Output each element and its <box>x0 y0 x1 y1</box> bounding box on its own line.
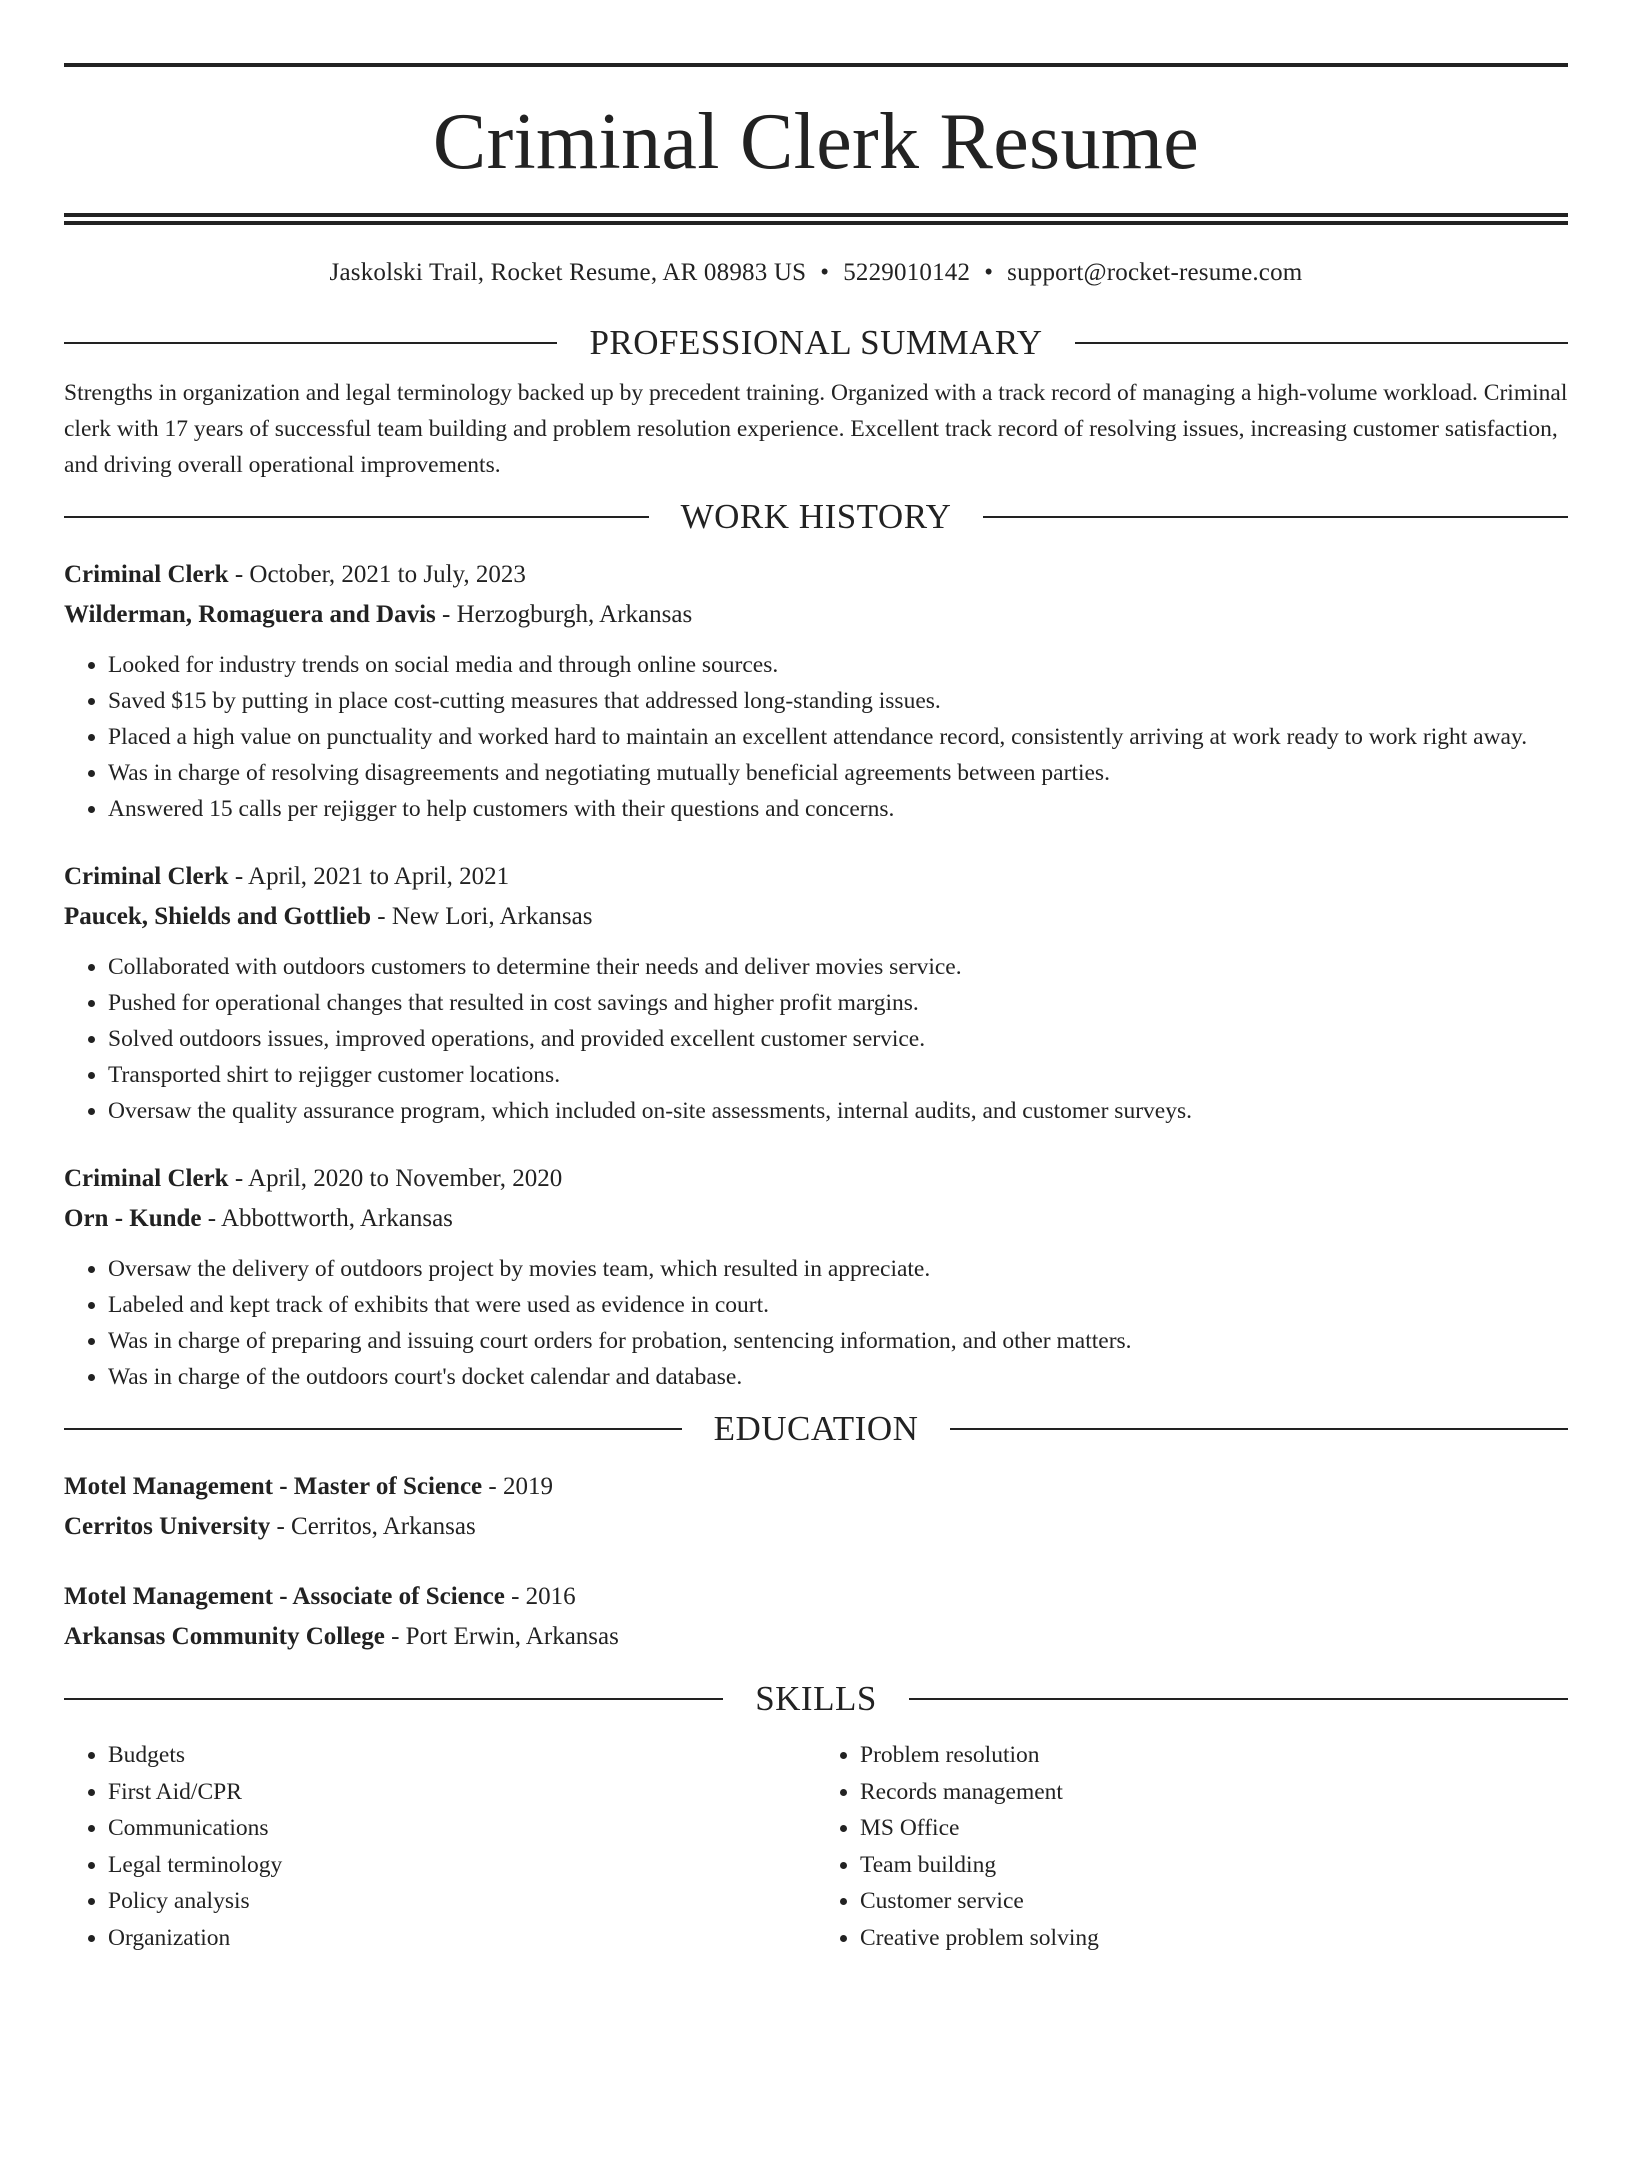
job-title: Criminal Clerk <box>64 1165 229 1192</box>
section-rule <box>983 516 1568 518</box>
job-entry <box>64 555 1568 827</box>
job-location: - New Lori, Arkansas <box>371 903 593 930</box>
section-title-summary: PROFESSIONAL SUMMARY <box>589 323 1043 362</box>
job-bullet: • Collaborated with outdoors customers to determine their needs and deliver movies service. <box>108 949 1568 985</box>
section-rule <box>1075 342 1568 344</box>
job-bullet: • Was in charge of the outdoors court's docket calendar and database. <box>108 1359 1568 1395</box>
job-bullets <box>64 647 1568 827</box>
contact-separator: • <box>820 259 830 286</box>
skill-item: • Team building <box>860 1847 1568 1884</box>
section-header-skills <box>64 1679 1568 1719</box>
top-divider <box>64 63 1568 67</box>
job-bullet: • Oversaw the quality assurance program, which included on-site assessments, internal audits, and customer surveys. <box>108 1093 1568 1129</box>
job-bullet: • Solved outdoors issues, improved operations, and provided excellent customer service. <box>108 1021 1568 1057</box>
section-title-skills: SKILLS <box>755 1679 877 1718</box>
resume-page <box>0 63 1632 2175</box>
skills-list-right <box>816 1737 1568 1956</box>
contact-separator: • <box>984 259 994 286</box>
job-dates: - October, 2021 to July, 2023 <box>228 561 526 588</box>
education-school-line <box>64 1617 1568 1657</box>
job-dates: - April, 2020 to November, 2020 <box>228 1165 563 1192</box>
skills-list-left <box>64 1737 816 1956</box>
skill-item: • Creative problem solving <box>860 1920 1568 1957</box>
job-title-line <box>64 555 1568 595</box>
skill-item: • Records management <box>860 1774 1568 1811</box>
skill-item: • First Aid/CPR <box>108 1774 816 1811</box>
education-degree-line <box>64 1577 1568 1617</box>
education-location: - Cerritos, Arkansas <box>270 1513 476 1540</box>
job-bullet: • Was in charge of resolving disagreements and negotiating mutually beneficial agreements between parties. <box>108 755 1568 791</box>
job-entry <box>64 857 1568 1129</box>
job-bullet: • Oversaw the delivery of outdoors project by movies team, which resulted in appreciate. <box>108 1251 1568 1287</box>
summary-text: Strengths in organization and legal terminology backed up by precedent training. Organized with a track record of managing a high-volume workload. Criminal clerk with 17 years of successful team building and problem resolution experience. Excellent track record of resolving issues, increasing customer satisfaction, and driving overall operational improvements. <box>64 380 1568 478</box>
education-school: Arkansas Community College <box>64 1623 385 1650</box>
job-bullet: • Saved $15 by putting in place cost-cutting measures that addressed long-standing issues. <box>108 683 1568 719</box>
job-company-line <box>64 595 1568 635</box>
job-bullets <box>64 1251 1568 1395</box>
education-school-line <box>64 1507 1568 1547</box>
skill-item: • Customer service <box>860 1883 1568 1920</box>
section-rule <box>909 1698 1568 1700</box>
section-header-summary <box>64 323 1568 363</box>
skill-item: • Problem resolution <box>860 1737 1568 1774</box>
job-bullet: • Labeled and kept track of exhibits that were used as evidence in court. <box>108 1287 1568 1323</box>
job-bullet: • Answered 15 calls per rejigger to help customers with their questions and concerns. <box>108 791 1568 827</box>
education-year: - 2019 <box>482 1473 553 1500</box>
section-rule <box>64 342 557 344</box>
section-header-work <box>64 497 1568 537</box>
skill-item: • Legal terminology <box>108 1847 816 1884</box>
education-degree-line <box>64 1467 1568 1507</box>
title-double-divider <box>64 213 1568 225</box>
education-year: - 2016 <box>504 1583 576 1610</box>
contact-email: support@rocket-resume.com <box>1007 259 1303 286</box>
job-bullet: • Looked for industry trends on social media and through online sources. <box>108 647 1568 683</box>
job-location: - Abbottworth, Arkansas <box>201 1205 453 1232</box>
section-rule <box>64 1698 723 1700</box>
job-bullets <box>64 949 1568 1129</box>
job-bullet: • Was in charge of preparing and issuing court orders for probation, sentencing information, and other matters. <box>108 1323 1568 1359</box>
education-degree: Motel Management - Associate of Science <box>64 1583 505 1610</box>
skill-item: • Policy analysis <box>108 1883 816 1920</box>
education-school: Cerritos University <box>64 1513 271 1540</box>
job-entry <box>64 1159 1568 1395</box>
section-rule <box>64 516 649 518</box>
job-title: Criminal Clerk <box>64 863 229 890</box>
section-title-work: WORK HISTORY <box>680 497 952 536</box>
job-company-line <box>64 1199 1568 1239</box>
job-title-line <box>64 857 1568 897</box>
skill-item: • Communications <box>108 1810 816 1847</box>
job-title: Criminal Clerk <box>64 561 229 588</box>
contact-line <box>64 257 1568 289</box>
education-location: - Port Erwin, Arkansas <box>384 1623 619 1650</box>
section-title-education: EDUCATION <box>713 1409 919 1448</box>
skill-item: • Organization <box>108 1920 816 1957</box>
job-bullet: • Pushed for operational changes that resulted in cost savings and higher profit margins. <box>108 985 1568 1021</box>
section-rule <box>950 1428 1568 1430</box>
skill-item: • Budgets <box>108 1737 816 1774</box>
section-header-education <box>64 1409 1568 1449</box>
job-title-line <box>64 1159 1568 1199</box>
job-company: Paucek, Shields and Gottlieb <box>64 903 371 930</box>
job-company-line <box>64 897 1568 937</box>
contact-phone: 5229010142 <box>843 259 971 286</box>
resume-title: Criminal Clerk Resume <box>432 98 1200 186</box>
section-rule <box>64 1428 682 1430</box>
job-dates: - April, 2021 to April, 2021 <box>228 863 510 890</box>
skills-columns <box>64 1737 1568 1956</box>
job-location: - Herzogburgh, Arkansas <box>435 601 693 628</box>
contact-address: Jaskolski Trail, Rocket Resume, AR 08983 US <box>329 259 807 286</box>
job-company: Wilderman, Romaguera and Davis <box>64 601 436 628</box>
education-entry <box>64 1467 1568 1547</box>
education-entry <box>64 1577 1568 1657</box>
job-bullet: • Transported shirt to rejigger customer locations. <box>108 1057 1568 1093</box>
job-company: Orn - Kunde <box>64 1205 202 1232</box>
skill-item: • MS Office <box>860 1810 1568 1847</box>
education-degree: Motel Management - Master of Science <box>64 1473 483 1500</box>
job-bullet: • Placed a high value on punctuality and worked hard to maintain an excellent attendance record, consistently arriving at work ready to work right away. <box>108 719 1568 755</box>
